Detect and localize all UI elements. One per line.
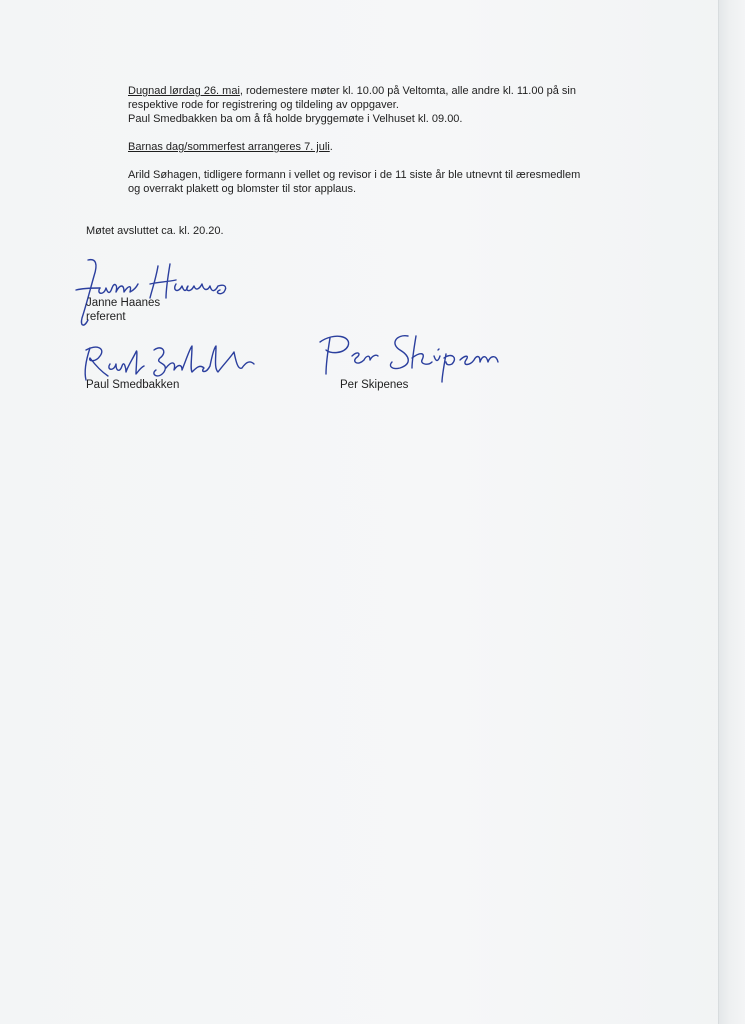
dugnad-heading: Dugnad lørdag 26. mai	[128, 85, 240, 97]
arild-line-2: og overrakt plakett og blomster til stor applaus.	[128, 183, 357, 195]
barnas-dag-suffix: .	[329, 141, 333, 153]
paper-edge	[718, 0, 745, 1024]
dugnad-line-1-rest: , rodemestere møter kl. 10.00 på Veltomta, alle andre kl. 11.00 på sin	[239, 85, 576, 97]
barnas-dag-heading: Barnas dag/sommerfest arrangeres 7. juli	[128, 141, 330, 153]
referent-name: Janne Haanes	[86, 297, 161, 309]
signer-2-name: Per Skipenes	[340, 379, 409, 391]
signer-1-name: Paul Smedbakken	[86, 379, 180, 391]
arild-line-1: Arild Søhagen, tidligere formann i vellet og revisor i de 11 siste år ble utnevnt til æresmedlem	[128, 169, 581, 181]
dugnad-line-1	[128, 84, 576, 98]
barnas-dag-line	[128, 140, 333, 154]
signer-2-signature	[312, 328, 512, 384]
dugnad-line-3: Paul Smedbakken ba om å få holde bryggemøte i Velhuset kl. 09.00.	[128, 113, 463, 125]
dugnad-line-2: respektive rode for registrering og tildeling av oppgaver.	[128, 99, 399, 111]
referent-role: referent	[86, 311, 126, 323]
meeting-closing: Møtet avsluttet ca. kl. 20.20.	[86, 225, 224, 237]
